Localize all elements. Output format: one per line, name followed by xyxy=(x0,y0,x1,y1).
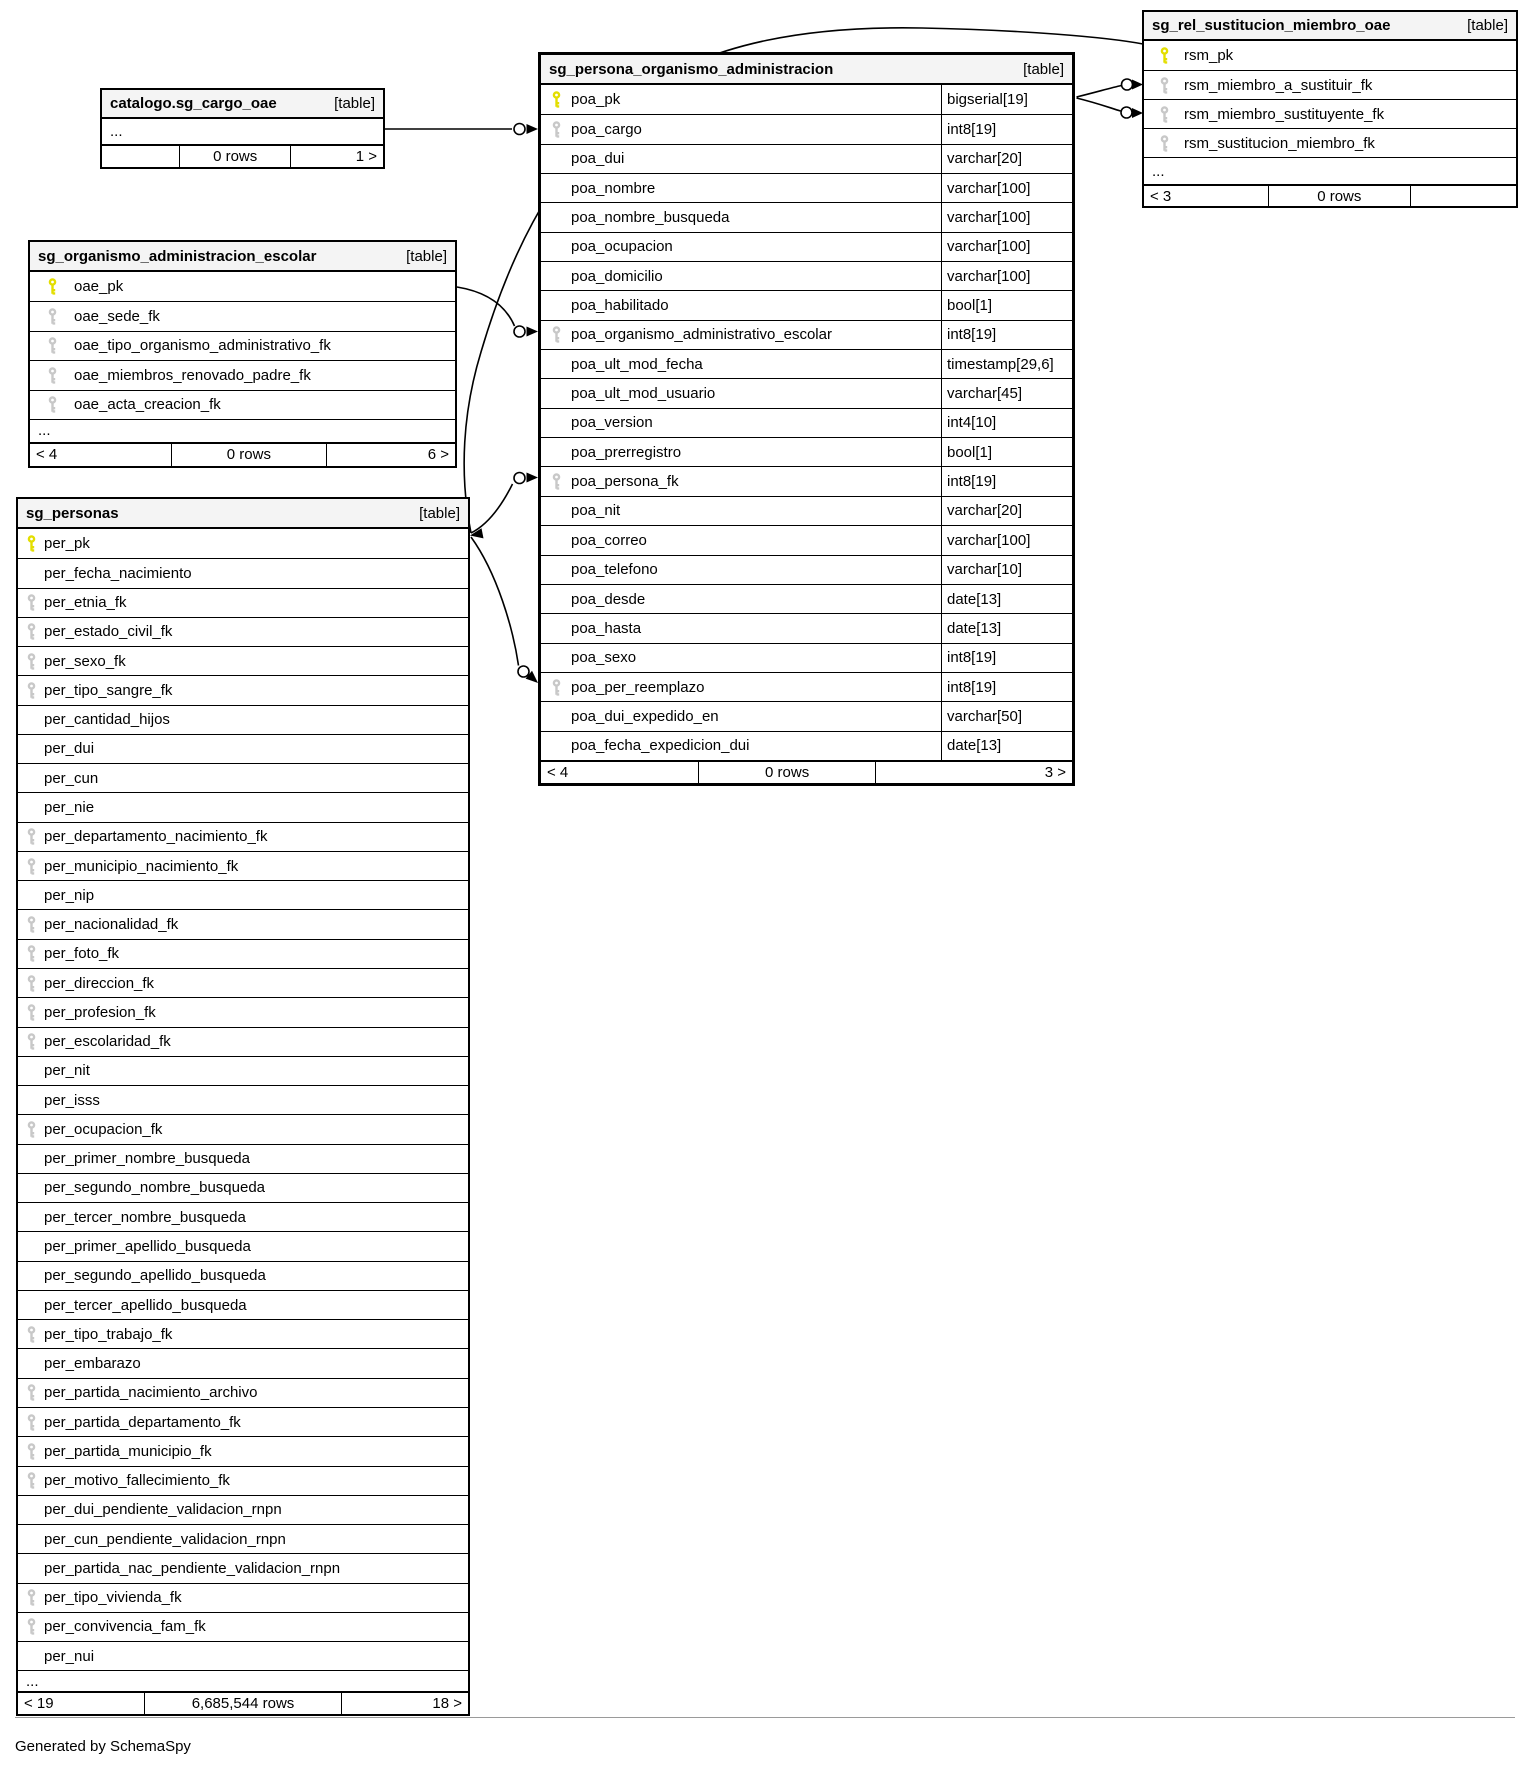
table-title: sg_rel_sustitucion_miembro_oae xyxy=(1152,17,1391,34)
column-type: date[13] xyxy=(941,732,1072,760)
table-title: sg_persona_organismo_administracion xyxy=(549,60,834,78)
column-name: per_partida_nac_pendiente_validacion_rnpn xyxy=(44,1559,341,1577)
column-name: per_cun xyxy=(44,769,99,787)
column-row-per_motivo_fallecimiento_fk xyxy=(18,1466,468,1495)
column-row-poa_dui xyxy=(541,144,1072,173)
column-name: per_escolaridad_fk xyxy=(44,1033,171,1051)
column-row-per_cantidad_hijos xyxy=(18,705,468,734)
column-name: oae_miembros_renovado_padre_fk xyxy=(74,366,311,384)
column-row-per_partida_nacimiento_archivo xyxy=(18,1378,468,1407)
foreign-key-icon xyxy=(47,308,58,325)
column-row-poa_cargo xyxy=(541,114,1072,143)
paging-prev xyxy=(102,146,179,167)
foreign-key-icon xyxy=(26,623,37,640)
column-row-per_nip xyxy=(18,880,468,909)
column-row-per_convivencia_fam_fk xyxy=(18,1612,468,1641)
row-count: 6,685,544 rows xyxy=(144,1693,342,1714)
column-name: poa_cargo xyxy=(571,121,642,139)
column-name: per_dui xyxy=(44,740,95,758)
row-count: 0 rows xyxy=(698,762,876,783)
column-row-poa_sexo xyxy=(541,643,1072,672)
table-header xyxy=(1144,12,1516,41)
column-type: bool[1] xyxy=(941,291,1072,319)
foreign-key-icon xyxy=(26,975,37,992)
foreign-key-icon xyxy=(551,679,562,696)
column-row-per_municipio_nacimiento_fk xyxy=(18,851,468,880)
column-row-poa_ult_mod_fecha xyxy=(541,349,1072,378)
column-name: poa_domicilio xyxy=(571,267,663,285)
table-footer xyxy=(30,442,455,466)
foreign-key-icon xyxy=(26,916,37,933)
column-name: per_tercer_apellido_busqueda xyxy=(44,1296,247,1314)
column-type: varchar[10] xyxy=(941,556,1072,584)
column-name: ... xyxy=(38,422,51,440)
column-type: varchar[100] xyxy=(941,233,1072,261)
foreign-key-icon xyxy=(1159,135,1170,152)
column-row-per_escolaridad_fk xyxy=(18,1027,468,1056)
column-name: per_direccion_fk xyxy=(44,974,155,992)
column-row-poa_per_reemplazo xyxy=(541,672,1072,701)
paging-prev: < 4 xyxy=(36,446,58,464)
column-type: varchar[20] xyxy=(941,497,1072,525)
column-type: int8[19] xyxy=(941,644,1072,672)
more-columns-row xyxy=(102,119,383,144)
generated-by-note: Generated by SchemaSpy xyxy=(15,1738,191,1755)
table-tag: [table] xyxy=(1023,60,1064,78)
paging-next: 6 > xyxy=(427,446,449,464)
column-name: poa_habilitado xyxy=(571,297,669,315)
column-name: poa_ult_mod_usuario xyxy=(571,385,716,403)
paging-prev: < 19 xyxy=(24,1695,54,1713)
more-columns-row xyxy=(18,1670,468,1691)
column-type: int4[10] xyxy=(941,409,1072,437)
column-row-rsm_pk xyxy=(1144,41,1516,70)
column-type: int8[19] xyxy=(941,115,1072,143)
table-title: sg_personas xyxy=(26,504,119,522)
table-tag: [table] xyxy=(406,247,447,265)
column-row-per_partida_departamento_fk xyxy=(18,1407,468,1436)
foreign-key-icon xyxy=(47,396,58,413)
column-row-poa_correo xyxy=(541,525,1072,554)
column-row-per_etnia_fk xyxy=(18,588,468,617)
column-row-per_partida_nac_pendiente_validacion_rnpn xyxy=(18,1553,468,1582)
table-sg_persona_organismo_administracion xyxy=(538,52,1075,786)
column-row-poa_prerregistro xyxy=(541,437,1072,466)
column-name: per_foto_fk xyxy=(44,945,120,963)
column-row-per_segundo_nombre_busqueda xyxy=(18,1173,468,1202)
foreign-key-icon xyxy=(26,682,37,699)
primary-key-icon xyxy=(551,91,562,108)
column-row-oae_acta_creacion_fk xyxy=(30,390,455,419)
column-row-per_embarazo xyxy=(18,1348,468,1377)
column-row-rsm_miembro_sustituyente_fk xyxy=(1144,99,1516,128)
column-row-oae_sede_fk xyxy=(30,301,455,330)
column-type: date[13] xyxy=(941,585,1072,613)
paging-next: 3 > xyxy=(1044,763,1066,781)
column-name: per_cantidad_hijos xyxy=(44,711,170,729)
column-name: poa_desde xyxy=(571,590,646,608)
foreign-key-icon xyxy=(26,1121,37,1138)
column-row-poa_domicilio xyxy=(541,261,1072,290)
column-name: poa_prerregistro xyxy=(571,443,682,461)
column-row-poa_organismo_administrativo_escolar xyxy=(541,320,1072,349)
column-type: varchar[100] xyxy=(941,174,1072,202)
column-name: poa_per_reemplazo xyxy=(571,678,705,696)
column-row-per_nui xyxy=(18,1641,468,1670)
paging-prev: < 3 xyxy=(1150,187,1172,205)
column-row-poa_version xyxy=(541,408,1072,437)
column-name: per_tipo_vivienda_fk xyxy=(44,1589,182,1607)
column-name: poa_hasta xyxy=(571,619,642,637)
column-name: per_nip xyxy=(44,886,95,904)
column-name: poa_pk xyxy=(571,91,621,109)
column-type: varchar[45] xyxy=(941,379,1072,407)
column-name: per_pk xyxy=(44,535,90,553)
column-name: per_primer_apellido_busqueda xyxy=(44,1238,251,1255)
column-name: per_tercer_nombre_busqueda xyxy=(44,1208,246,1226)
foreign-key-icon xyxy=(26,1033,37,1050)
foreign-key-icon xyxy=(551,121,562,138)
primary-key-icon xyxy=(1159,47,1170,64)
column-name: per_segundo_apellido_busqueda xyxy=(44,1267,266,1285)
column-name: poa_organismo_administrativo_escolar xyxy=(571,326,832,344)
column-type: int8[19] xyxy=(941,467,1072,495)
foreign-key-icon xyxy=(47,337,58,354)
column-row-poa_fecha_expedicion_dui xyxy=(541,731,1072,760)
column-row-poa_telefono xyxy=(541,555,1072,584)
foreign-key-icon xyxy=(1159,106,1170,123)
row-count: 0 rows xyxy=(171,444,327,466)
column-name: per_nit xyxy=(44,1062,90,1080)
column-name: rsm_pk xyxy=(1184,47,1234,64)
column-type: varchar[100] xyxy=(941,526,1072,554)
column-name: per_profesion_fk xyxy=(44,1003,156,1021)
table-header xyxy=(102,90,383,119)
paging-next: 18 > xyxy=(432,1695,462,1713)
foreign-key-icon xyxy=(47,367,58,384)
column-row-per_nit xyxy=(18,1056,468,1085)
column-name: per_nie xyxy=(44,799,95,817)
foreign-key-icon xyxy=(26,828,37,845)
column-row-poa_ult_mod_usuario xyxy=(541,378,1072,407)
edge-per_pk-to-poa_per_reemplazo xyxy=(471,537,538,683)
column-name: per_nui xyxy=(44,1647,95,1665)
column-name: per_etnia_fk xyxy=(44,594,127,612)
column-row-per_direccion_fk xyxy=(18,968,468,997)
column-row-per_tercer_apellido_busqueda xyxy=(18,1290,468,1319)
column-name: per_convivencia_fam_fk xyxy=(44,1618,206,1636)
column-name: per_partida_nacimiento_archivo xyxy=(44,1384,258,1402)
column-row-oae_tipo_organismo_administrativo_fk xyxy=(30,331,455,360)
column-row-poa_hasta xyxy=(541,613,1072,642)
column-row-per_primer_apellido_busqueda xyxy=(18,1231,468,1260)
edge-poa_pk-to-rsm_miembro_sustituyente_fk xyxy=(1077,98,1144,118)
column-name: oae_tipo_organismo_administrativo_fk xyxy=(74,337,331,355)
foreign-key-icon xyxy=(26,1589,37,1606)
column-row-per_profesion_fk xyxy=(18,997,468,1026)
column-name: poa_sexo xyxy=(571,649,637,667)
foreign-key-icon xyxy=(26,858,37,875)
foreign-key-icon xyxy=(26,1618,37,1635)
row-count: 0 rows xyxy=(179,146,291,167)
column-name: poa_persona_fk xyxy=(571,473,679,491)
column-name: poa_correo xyxy=(571,531,647,549)
column-row-per_cun xyxy=(18,763,468,792)
table-footer xyxy=(102,144,383,167)
column-row-per_dui_pendiente_validacion_rnpn xyxy=(18,1495,468,1524)
edge-per_pk-to-poa_persona_fk xyxy=(471,473,538,534)
column-name: per_estado_civil_fk xyxy=(44,623,173,641)
column-row-poa_nombre xyxy=(541,173,1072,202)
column-row-poa_persona_fk xyxy=(541,466,1072,495)
column-name: poa_ult_mod_fecha xyxy=(571,355,703,373)
primary-key-icon xyxy=(26,535,37,552)
column-row-poa_dui_expedido_en xyxy=(541,701,1072,730)
more-columns-row xyxy=(30,419,455,442)
column-name: poa_dui xyxy=(571,150,625,168)
column-name: poa_nit xyxy=(571,502,621,520)
column-row-oae_miembros_renovado_padre_fk xyxy=(30,360,455,389)
column-name: per_dui_pendiente_validacion_rnpn xyxy=(44,1501,282,1519)
paging-prev: < 4 xyxy=(547,763,569,781)
column-name: per_tipo_sangre_fk xyxy=(44,681,173,699)
table-footer xyxy=(1144,184,1516,206)
column-name: per_departamento_nacimiento_fk xyxy=(44,828,268,846)
column-type: varchar[100] xyxy=(941,262,1072,290)
table-catalogo-sg_cargo_oae xyxy=(100,88,385,169)
table-tag: [table] xyxy=(1467,17,1508,34)
column-row-per_nie xyxy=(18,792,468,821)
column-name: poa_ocupacion xyxy=(571,238,673,256)
more-columns-row xyxy=(1144,157,1516,184)
foreign-key-icon xyxy=(26,653,37,670)
paging-next xyxy=(1411,186,1516,206)
foreign-key-icon xyxy=(26,945,37,962)
edge-oae_pk-to-poa_organismo_administrativo_escolar xyxy=(457,287,538,337)
column-row-poa_desde xyxy=(541,584,1072,613)
column-row-per_tipo_trabajo_fk xyxy=(18,1319,468,1348)
column-name: ... xyxy=(110,123,123,140)
column-name: per_segundo_nombre_busqueda xyxy=(44,1179,266,1197)
column-type: varchar[20] xyxy=(941,145,1072,173)
column-name: per_embarazo xyxy=(44,1355,141,1373)
column-name: ... xyxy=(26,1672,39,1690)
column-row-per_partida_municipio_fk xyxy=(18,1436,468,1465)
column-row-per_tercer_nombre_busqueda xyxy=(18,1202,468,1231)
table-sg_personas xyxy=(16,497,470,1716)
column-row-per_dui xyxy=(18,734,468,763)
column-row-per_fecha_nacimiento xyxy=(18,558,468,587)
foreign-key-icon xyxy=(26,594,37,611)
column-row-per_departamento_nacimiento_fk xyxy=(18,822,468,851)
table-sg_organismo_administracion_escolar xyxy=(28,240,457,468)
table-sg_rel_sustitucion_miembro_oae xyxy=(1142,10,1518,208)
column-name: per_municipio_nacimiento_fk xyxy=(44,857,239,875)
column-row-poa_ocupacion xyxy=(541,232,1072,261)
foreign-key-icon xyxy=(551,326,562,343)
column-name: poa_nombre_busqueda xyxy=(571,209,730,227)
separator-rule xyxy=(15,1717,1515,1718)
column-type: int8[19] xyxy=(941,673,1072,701)
column-type: int8[19] xyxy=(941,321,1072,349)
column-name: per_primer_nombre_busqueda xyxy=(44,1150,250,1168)
table-header xyxy=(18,499,468,529)
foreign-key-icon xyxy=(26,1414,37,1431)
column-name: per_motivo_fallecimiento_fk xyxy=(44,1472,230,1490)
column-name: ... xyxy=(1152,162,1165,180)
column-name: per_nacionalidad_fk xyxy=(44,916,179,934)
column-name: rsm_miembro_a_sustituir_fk xyxy=(1184,76,1373,94)
primary-key-icon xyxy=(47,278,58,295)
foreign-key-icon xyxy=(551,473,562,490)
foreign-key-icon xyxy=(26,1472,37,1489)
column-row-per_foto_fk xyxy=(18,939,468,968)
column-name: per_partida_departamento_fk xyxy=(44,1413,241,1431)
table-header xyxy=(541,55,1072,85)
column-row-per_isss xyxy=(18,1085,468,1114)
column-name: poa_nombre xyxy=(571,179,656,197)
column-row-rsm_sustitucion_miembro_fk xyxy=(1144,128,1516,157)
column-type: date[13] xyxy=(941,614,1072,642)
column-name: per_sexo_fk xyxy=(44,652,126,670)
column-row-per_ocupacion_fk xyxy=(18,1114,468,1143)
column-name: per_tipo_trabajo_fk xyxy=(44,1325,173,1343)
edge-sg_cargo_oae-to-poa_cargo xyxy=(385,124,538,135)
column-row-poa_nombre_busqueda xyxy=(541,202,1072,231)
column-name: per_partida_municipio_fk xyxy=(44,1442,212,1460)
table-header xyxy=(30,242,455,272)
column-row-per_cun_pendiente_validacion_rnpn xyxy=(18,1524,468,1553)
column-name: per_fecha_nacimiento xyxy=(44,564,192,582)
paging-next: 1 > xyxy=(355,148,377,165)
column-name: poa_telefono xyxy=(571,561,658,579)
column-type: timestamp[29,6] xyxy=(941,350,1072,378)
foreign-key-icon xyxy=(26,1326,37,1343)
column-name: oae_sede_fk xyxy=(74,308,160,326)
table-title: catalogo.sg_cargo_oae xyxy=(110,95,277,112)
column-name: poa_version xyxy=(571,414,653,432)
table-title: sg_organismo_administracion_escolar xyxy=(38,247,317,265)
table-tag: [table] xyxy=(334,95,375,112)
column-row-poa_nit xyxy=(541,496,1072,525)
column-row-per_sexo_fk xyxy=(18,646,468,675)
column-row-rsm_miembro_a_sustituir_fk xyxy=(1144,70,1516,99)
column-name: per_isss xyxy=(44,1091,100,1109)
column-type: varchar[100] xyxy=(941,203,1072,231)
column-row-oae_pk xyxy=(30,272,455,301)
table-footer xyxy=(541,760,1072,783)
row-count: 0 rows xyxy=(1268,186,1412,206)
column-row-poa_pk xyxy=(541,85,1072,114)
column-row-poa_habilitado xyxy=(541,290,1072,319)
column-name: rsm_sustitucion_miembro_fk xyxy=(1184,134,1375,152)
column-type: bool[1] xyxy=(941,438,1072,466)
column-name: poa_fecha_expedicion_dui xyxy=(571,737,750,755)
column-name: poa_dui_expedido_en xyxy=(571,707,719,725)
column-name: oae_pk xyxy=(74,278,124,296)
column-name: oae_acta_creacion_fk xyxy=(74,396,221,414)
column-row-per_tipo_vivienda_fk xyxy=(18,1583,468,1612)
column-row-per_pk xyxy=(18,529,468,558)
column-type: bigserial[19] xyxy=(941,85,1072,114)
column-row-per_tipo_sangre_fk xyxy=(18,675,468,704)
table-tag: [table] xyxy=(419,504,460,522)
foreign-key-icon xyxy=(26,1384,37,1401)
column-row-per_segundo_apellido_busqueda xyxy=(18,1261,468,1290)
column-row-per_estado_civil_fk xyxy=(18,617,468,646)
edge-poa_pk-to-rsm_miembro_a_sustituir_fk xyxy=(1077,79,1144,97)
foreign-key-icon xyxy=(26,1443,37,1460)
foreign-key-icon xyxy=(26,1004,37,1021)
column-name: per_ocupacion_fk xyxy=(44,1120,163,1138)
column-name: per_cun_pendiente_validacion_rnpn xyxy=(44,1530,286,1548)
column-row-per_nacionalidad_fk xyxy=(18,909,468,938)
column-type: varchar[50] xyxy=(941,702,1072,730)
column-name: rsm_miembro_sustituyente_fk xyxy=(1184,105,1385,123)
table-footer xyxy=(18,1691,468,1714)
column-row-per_primer_nombre_busqueda xyxy=(18,1144,468,1173)
foreign-key-icon xyxy=(1159,77,1170,94)
